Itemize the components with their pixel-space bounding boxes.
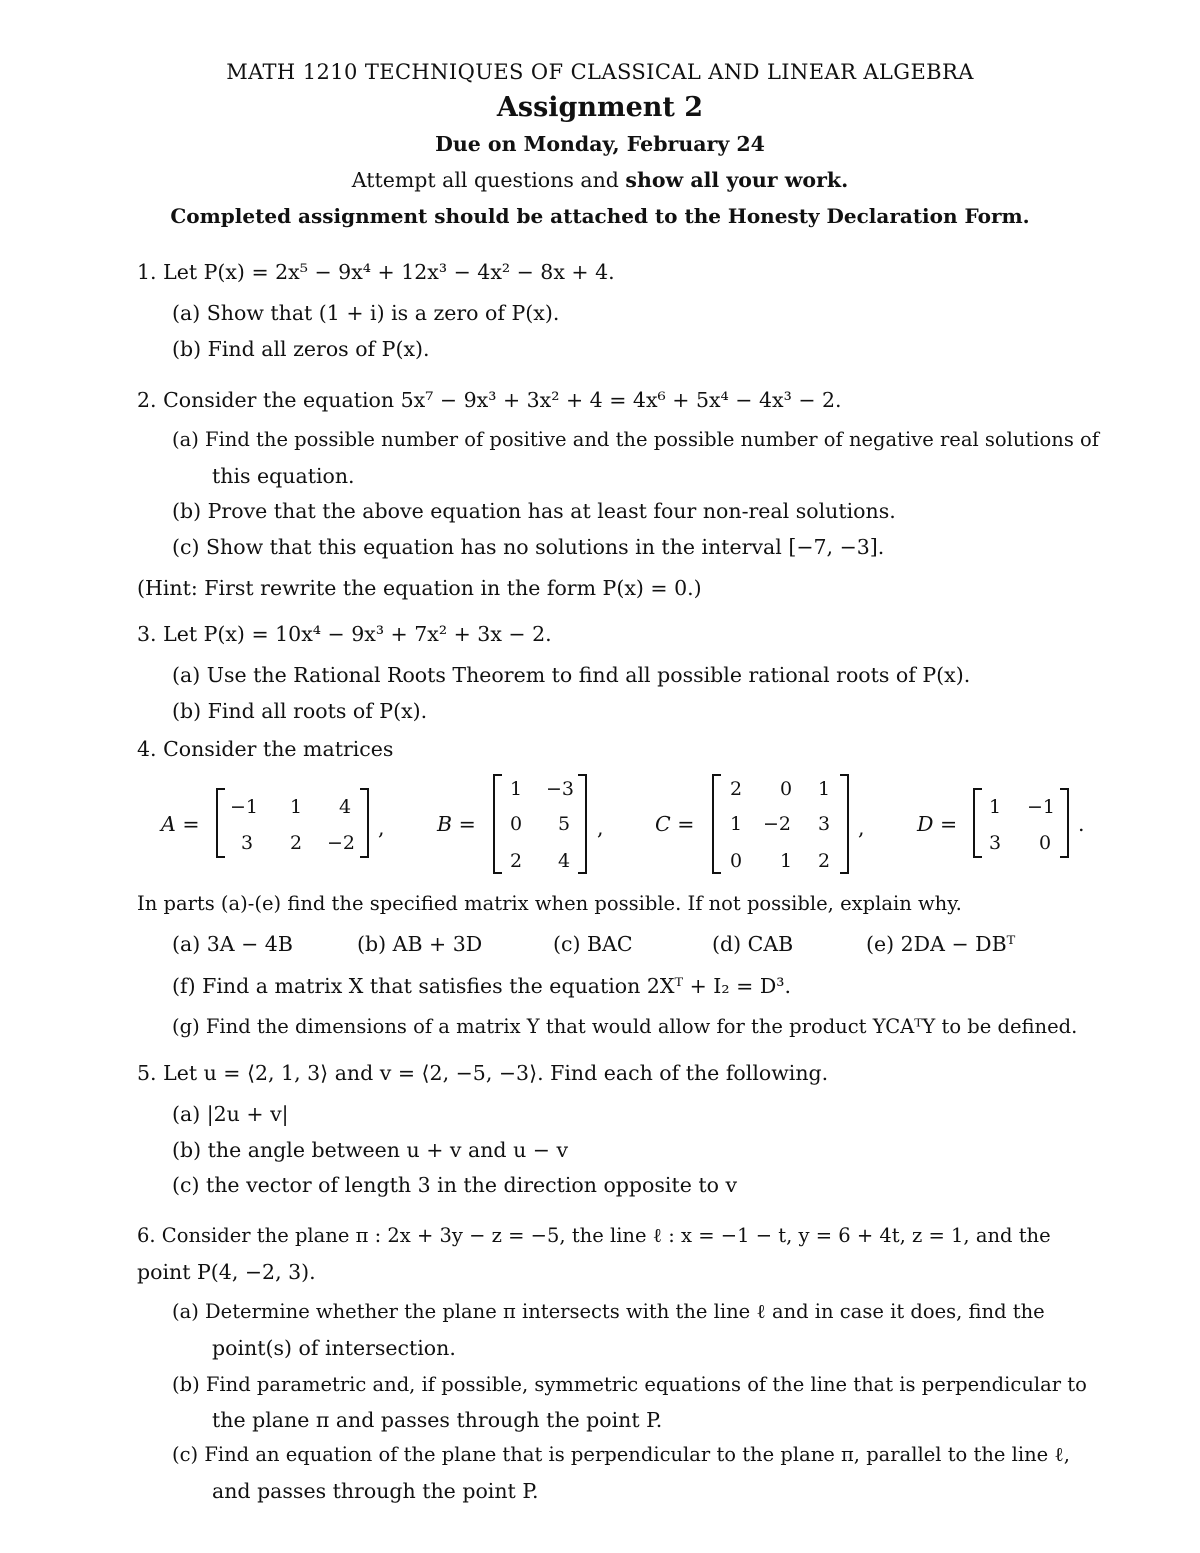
- q4-intro: In parts (a)-(e) find the specified matrix when possible. If not possible, explain why.: [137, 892, 962, 915]
- q6-stem: 6. Consider the plane π : 2x + 3y − z = −5, the line ℓ : x = −1 − t, y = 6 + 4t, z = 1, and the: [137, 1224, 1051, 1247]
- q2-part-a: (a) Find the possible number of positive and the possible number of negative real solutions of: [172, 428, 1099, 451]
- matrix-b-right-bracket: [578, 774, 587, 874]
- matrix-d-right-bracket: [1060, 788, 1069, 858]
- q5-part-c: (c) the vector of length 3 in the direction opposite to v: [172, 1173, 738, 1197]
- q6-stem-cont: point P(4, −2, 3).: [137, 1260, 316, 1284]
- matrix-a-cell: 2: [289, 832, 303, 854]
- separator: ,: [597, 816, 604, 840]
- matrix-a-cell: −2: [326, 832, 355, 854]
- q5-part-a: (a) |2u + v|: [172, 1102, 289, 1126]
- q2-part-b: (b) Prove that the above equation has at least four non-real solutions.: [172, 499, 896, 523]
- q1-part-b: (b) Find all zeros of P(x).: [172, 337, 430, 361]
- matrix-c-cell: 1: [729, 813, 743, 835]
- q6-part-a-cont: point(s) of intersection.: [212, 1336, 456, 1360]
- matrix-d-cell: −1: [1026, 796, 1055, 818]
- matrix-c-cell: 3: [817, 813, 831, 835]
- matrix-b-cell: 5: [557, 813, 571, 835]
- q4-part-f: (f) Find a matrix X that satisfies the equation 2Xᵀ + I₂ = D³.: [172, 974, 791, 998]
- matrix-b-cell: 1: [509, 778, 523, 800]
- matrix-b-cell: 2: [509, 850, 523, 872]
- q4-part-e: (e) 2DA − DBᵀ: [866, 932, 1016, 956]
- matrix-c-cell: 2: [817, 850, 831, 872]
- matrix-d-cell: 3: [988, 832, 1002, 854]
- matrix-c-cell: 1: [779, 850, 793, 872]
- q4-stem: 4. Consider the matrices: [137, 737, 394, 761]
- q6-part-b: (b) Find parametric and, if possible, symmetric equations of the line that is perpendicular to: [172, 1373, 1087, 1396]
- matrix-d-label: D =: [917, 812, 958, 836]
- matrix-c-cell: 2: [729, 778, 743, 800]
- q3-stem: 3. Let P(x) = 10x⁴ − 9x³ + 7x² + 3x − 2.: [137, 622, 552, 646]
- q4-part-b: (b) AB + 3D: [357, 932, 483, 956]
- due-date: Due on Monday, February 24: [435, 132, 765, 156]
- q6-part-a: (a) Determine whether the plane π intersects with the line ℓ and in case it does, find the: [172, 1300, 1045, 1323]
- q2-part-a-cont: this equation.: [212, 464, 355, 488]
- instructions-bold: show all your work.: [625, 168, 849, 192]
- q2-hint: (Hint: First rewrite the equation in the form P(x) = 0.): [137, 576, 702, 600]
- instructions: [0, 168, 1200, 192]
- q6-part-b-cont: the plane π and passes through the point P.: [212, 1408, 663, 1432]
- matrix-a-cell: 4: [338, 796, 352, 818]
- submission-note: Completed assignment should be attached to the Honesty Declaration Form.: [170, 204, 1030, 228]
- q6-part-c-cont: and passes through the point P.: [212, 1479, 539, 1503]
- matrix-c-right-bracket: [840, 774, 849, 874]
- matrix-c-cell: 0: [729, 850, 743, 872]
- separator: .: [1078, 812, 1085, 836]
- matrix-c-left-bracket: [712, 774, 721, 874]
- matrix-c-label: C =: [655, 812, 695, 836]
- matrix-b-cell: 0: [509, 813, 523, 835]
- q1-stem: 1. Let P(x) = 2x⁵ − 9x⁴ + 12x³ − 4x² − 8x + 4.: [137, 260, 615, 284]
- q4-part-d: (d) CAB: [712, 932, 794, 956]
- matrix-a-cell: 3: [240, 832, 254, 854]
- separator: ,: [858, 816, 865, 840]
- assignment-title: Assignment 2: [496, 92, 704, 123]
- q3-part-a: (a) Use the Rational Roots Theorem to find all possible rational roots of P(x).: [172, 663, 971, 687]
- q5-stem: 5. Let u = ⟨2, 1, 3⟩ and v = ⟨2, −5, −3⟩. Find each of the following.: [137, 1061, 829, 1085]
- matrix-d-cell: 0: [1038, 832, 1052, 854]
- matrix-d-cell: 1: [988, 796, 1002, 818]
- q3-part-b: (b) Find all roots of P(x).: [172, 699, 428, 723]
- separator: ,: [378, 816, 385, 840]
- matrix-a-right-bracket: [360, 788, 369, 858]
- matrix-b-label: B =: [437, 812, 476, 836]
- matrix-c-cell: 1: [817, 778, 831, 800]
- matrix-c-cell: 0: [779, 778, 793, 800]
- matrix-a-cell: −1: [229, 796, 258, 818]
- q1-part-a: (a) Show that (1 + i) is a zero of P(x).: [172, 301, 560, 325]
- matrix-a-cell: 1: [289, 796, 303, 818]
- course-title: MATH 1210 TECHNIQUES OF CLASSICAL AND LINEAR ALGEBRA: [226, 60, 974, 84]
- matrix-a-label: A =: [161, 812, 200, 836]
- q5-part-b: (b) the angle between u + v and u − v: [172, 1138, 569, 1162]
- matrix-a-left-bracket: [216, 788, 225, 858]
- instructions-text: Attempt all questions and: [351, 168, 626, 192]
- matrix-b-cell: −3: [545, 778, 574, 800]
- q4-part-a: (a) 3A − 4B: [172, 932, 293, 956]
- q2-part-c: (c) Show that this equation has no solutions in the interval [−7, −3].: [172, 535, 885, 559]
- q4-part-g: (g) Find the dimensions of a matrix Y that would allow for the product YCAᵀY to be defined.: [172, 1015, 1078, 1038]
- q2-stem: 2. Consider the equation 5x⁷ − 9x³ + 3x² + 4 = 4x⁶ + 5x⁴ − 4x³ − 2.: [137, 388, 842, 412]
- matrix-b-cell: 4: [557, 850, 571, 872]
- q4-part-c: (c) BAC: [553, 932, 633, 956]
- matrix-c-cell: −2: [762, 813, 791, 835]
- q6-part-c: (c) Find an equation of the plane that is perpendicular to the plane π, parallel to the line ℓ,: [172, 1443, 1070, 1466]
